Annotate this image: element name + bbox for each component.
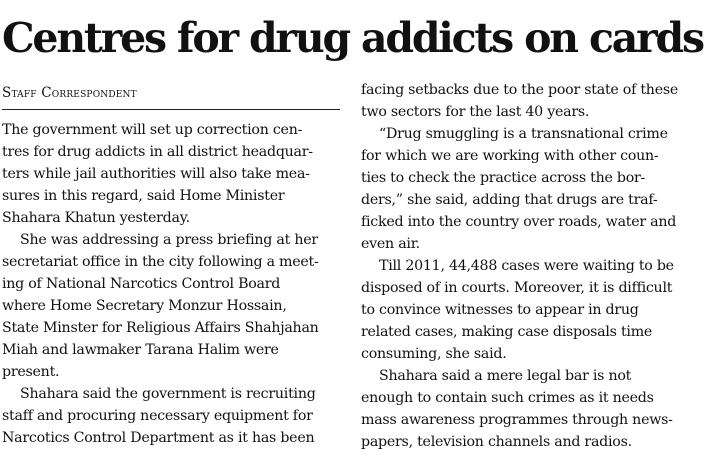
article-text-line: secretariat office in the city following a meet-	[2, 254, 319, 270]
byline: Staff Correspondent	[2, 85, 137, 101]
article-text-line: She was addressing a press briefing at her	[20, 232, 318, 248]
article-text-line: papers, television channels and radios.	[361, 434, 632, 450]
article-text-line: Miah and lawmaker Tarana Halim were	[2, 342, 279, 358]
article-text-line: Shahara Khatun yesterday.	[2, 210, 190, 226]
article-text-line: The government will set up correction cen-	[2, 122, 303, 138]
article-text-line: facing setbacks due to the poor state of these	[361, 82, 679, 98]
article-text-line: mass awareness programmes through news-	[361, 412, 673, 428]
article-text-line: to convince witnesses to appear in drug	[361, 302, 639, 318]
article-text-line: Shahara said a mere legal bar is not	[379, 368, 632, 384]
article-text-line: sures in this regard, said Home Minister	[2, 188, 285, 204]
article-column-left	[2, 119, 340, 449]
article-text-line: Narcotics Control Department as it has been	[2, 430, 315, 446]
article-text-line: consuming, she said.	[361, 346, 507, 362]
article-text-line: enough to contain such crimes as it needs	[361, 390, 654, 406]
headline: Centres for drug addicts on cards	[2, 14, 703, 62]
article-column-right	[361, 79, 701, 453]
article-text-line: related cases, making case disposals time	[361, 324, 653, 340]
byline-divider	[2, 109, 340, 110]
article-text-line: Shahara said the government is recruiting	[20, 386, 316, 402]
article-text-line: for which we are working with other coun-	[361, 148, 659, 164]
article-text-line: ders,” she said, adding that drugs are traf-	[361, 192, 658, 208]
article-text-line: tres for drug addicts in all district headquar-	[2, 144, 313, 160]
article-text-line: Till 2011, 44,488 cases were waiting to be	[379, 258, 674, 274]
article-text-line: two sectors for the last 40 years.	[361, 104, 590, 120]
article-text-line: even air.	[361, 236, 420, 252]
article-text-line: present.	[2, 364, 60, 380]
article-text-line: staff and procuring necessary equipment for	[2, 408, 313, 424]
article-text-line: disposed of in courts. Moreover, it is difficult	[361, 280, 673, 296]
article-text-line: where Home Secretary Monzur Hossain,	[2, 298, 287, 314]
article-text-line: ing of National Narcotics Control Board	[2, 276, 281, 292]
article-text-line: ters while jail authorities will also take mea-	[2, 166, 310, 182]
article-text-line: State Minster for Religious Affairs Shahjahan	[2, 320, 319, 336]
article-text-line: ficked into the country over roads, water and	[361, 214, 677, 230]
article-text-line: ties to check the practice across the bor-	[361, 170, 646, 186]
article-text-line: “Drug smuggling is a transnational crime	[379, 126, 668, 142]
